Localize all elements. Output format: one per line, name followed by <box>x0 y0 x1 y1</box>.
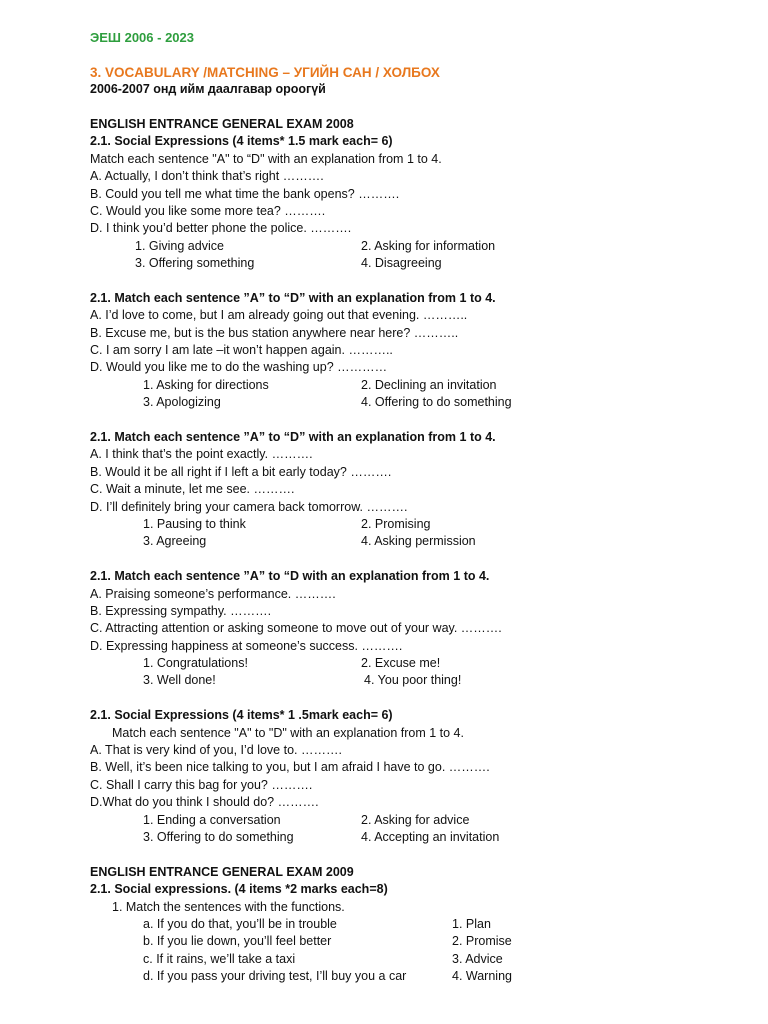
pair-a-sentence: a. If you do that, you’ll be in trouble <box>143 916 337 931</box>
exam-2009-heading: 2.1. Social expressions. (4 items *2 marks each=8) <box>90 882 388 897</box>
block2-options-row1 <box>90 377 740 394</box>
pair-d-function: 4. Warning <box>452 969 512 984</box>
block1-sentence-c: C. Would you like some more tea? ………. <box>90 203 326 218</box>
block1-sentence-b: B. Could you tell me what time the bank opens? ………. <box>90 186 400 201</box>
pair-c-sentence: c. If it rains, we’ll take a taxi <box>143 951 296 966</box>
exam-2009-pair-a <box>90 916 740 933</box>
block2-sentence-d: D. Would you like me to do the washing up? ………… <box>90 360 388 375</box>
block3-heading: 2.1. Match each sentence ”A” to “D” with an explanation from 1 to 4. <box>90 429 496 444</box>
block3-option-3: 3. Agreeing <box>143 534 207 549</box>
block2-option-1: 1. Asking for directions <box>143 377 269 392</box>
block5-options-row1 <box>90 812 740 829</box>
block4-option-3: 3. Well done! <box>143 673 216 688</box>
block3-option-1: 1. Pausing to think <box>143 516 246 531</box>
block5-sentence-c: C. Shall I carry this bag for you? ………. <box>90 777 313 792</box>
block2-sentence-c: C. I am sorry I am late –it won’t happen again. ……….. <box>90 343 393 358</box>
block1-instruction: Match each sentence "A" to “D" with an explanation from 1 to 4. <box>90 151 442 166</box>
block1-sentence-d: D. I think you’d better phone the police. ………. <box>90 221 352 236</box>
exam-2009-pair-c <box>90 951 740 968</box>
block5-option-2: 2. Asking for advice <box>361 812 470 827</box>
block4-heading: 2.1. Match each sentence ”A” to “D with an explanation from 1 to 4. <box>90 569 490 584</box>
exam-2008-title: ENGLISH ENTRANCE GENERAL EXAM 2008 <box>90 116 354 131</box>
section-note: 2006-2007 онд ийм даалгавар ороогүй <box>90 82 326 97</box>
block1-option-1: 1. Giving advice <box>135 238 224 253</box>
block5-sentence-b: B. Well, it’s been nice talking to you, but I am afraid I have to go. ………. <box>90 760 490 775</box>
block1-option-2: 2. Asking for information <box>361 238 496 253</box>
block1-heading: 2.1. Social Expressions (4 items* 1.5 mark each= 6) <box>90 134 393 149</box>
block1-options-row2 <box>90 255 740 272</box>
block4-option-2: 2. Excuse me! <box>361 656 441 671</box>
block3-sentence-d: D. I’ll definitely bring your camera back tomorrow. ………. <box>90 499 408 514</box>
block5-option-3: 3. Offering to do something <box>143 829 294 844</box>
block2-sentence-b: B. Excuse me, but is the bus station anywhere near here? ……….. <box>90 325 459 340</box>
block5-option-4: 4. Accepting an invitation <box>361 829 500 844</box>
block1-option-4: 4. Disagreeing <box>361 256 442 271</box>
block1-sentence-a: A. Actually, I don’t think that’s right ………. <box>90 169 324 184</box>
pair-b-sentence: b. If you lie down, you’ll feel better <box>143 934 332 949</box>
exam-2009-pair-d <box>90 968 740 985</box>
block5-heading: 2.1. Social Expressions (4 items* 1 .5mark each= 6) <box>90 708 393 723</box>
block5-sentence-d: D.What do you think I should do? ………. <box>90 795 319 810</box>
block2-option-4: 4. Offering to do something <box>361 395 512 410</box>
document-page <box>90 29 740 985</box>
block5-sentence-a: A. That is very kind of you, I’d love to. ………. <box>90 743 342 758</box>
block2-sentence-a: A. I’d love to come, but I am already going out that evening. ……….. <box>90 308 468 323</box>
block3-options-row2 <box>90 533 740 550</box>
pair-a-function: 1. Plan <box>452 916 491 931</box>
block4-sentence-a: A. Praising someone’s performance. ………. <box>90 586 336 601</box>
block4-sentence-c: C. Attracting attention or asking someone to move out of your way. ………. <box>90 621 502 636</box>
block5-option-1: 1. Ending a conversation <box>143 812 281 827</box>
block5-options-row2 <box>90 829 740 846</box>
pair-d-sentence: d. If you pass your driving test, I’ll buy you a car <box>143 969 407 984</box>
block4-options-row2 <box>90 672 740 689</box>
block1-option-3: 3. Offering something <box>135 256 255 271</box>
exam-2009-pair-b <box>90 933 740 950</box>
block5-instruction: Match each sentence "A" to "D" with an explanation from 1 to 4. <box>112 725 464 740</box>
block3-option-4: 4. Asking permission <box>361 534 476 549</box>
exam-2009-instruction: 1. Match the sentences with the functions. <box>112 899 345 914</box>
years-header: ЭЕШ 2006 - 2023 <box>90 30 194 45</box>
block4-sentence-d: D. Expressing happiness at someone’s success. ………. <box>90 638 403 653</box>
block3-sentence-a: A. I think that’s the point exactly. ………. <box>90 447 313 462</box>
block3-option-2: 2. Promising <box>361 516 431 531</box>
block3-sentence-b: B. Would it be all right if I left a bit early today? ………. <box>90 464 392 479</box>
block3-sentence-c: C. Wait a minute, let me see. ………. <box>90 482 295 497</box>
block2-option-2: 2. Declining an invitation <box>361 377 497 392</box>
block1-options-row1 <box>90 238 740 255</box>
pair-c-function: 3. Advice <box>452 951 503 966</box>
section-title: 3. VOCABULARY /MATCHING – УГИЙН САН / ХОЛБОХ <box>90 64 440 80</box>
block2-option-3: 3. Apologizing <box>143 395 221 410</box>
pair-b-function: 2. Promise <box>452 934 512 949</box>
block2-options-row2 <box>90 394 740 411</box>
exam-2009-title: ENGLISH ENTRANCE GENERAL EXAM 2009 <box>90 864 354 879</box>
block3-options-row1 <box>90 516 740 533</box>
block4-option-1: 1. Congratulations! <box>143 656 248 671</box>
block4-sentence-b: B. Expressing sympathy. ………. <box>90 603 272 618</box>
block2-heading: 2.1. Match each sentence ”A” to “D” with an explanation from 1 to 4. <box>90 290 496 305</box>
block4-option-4: 4. You poor thing! <box>364 673 462 688</box>
block4-options-row1 <box>90 655 740 672</box>
